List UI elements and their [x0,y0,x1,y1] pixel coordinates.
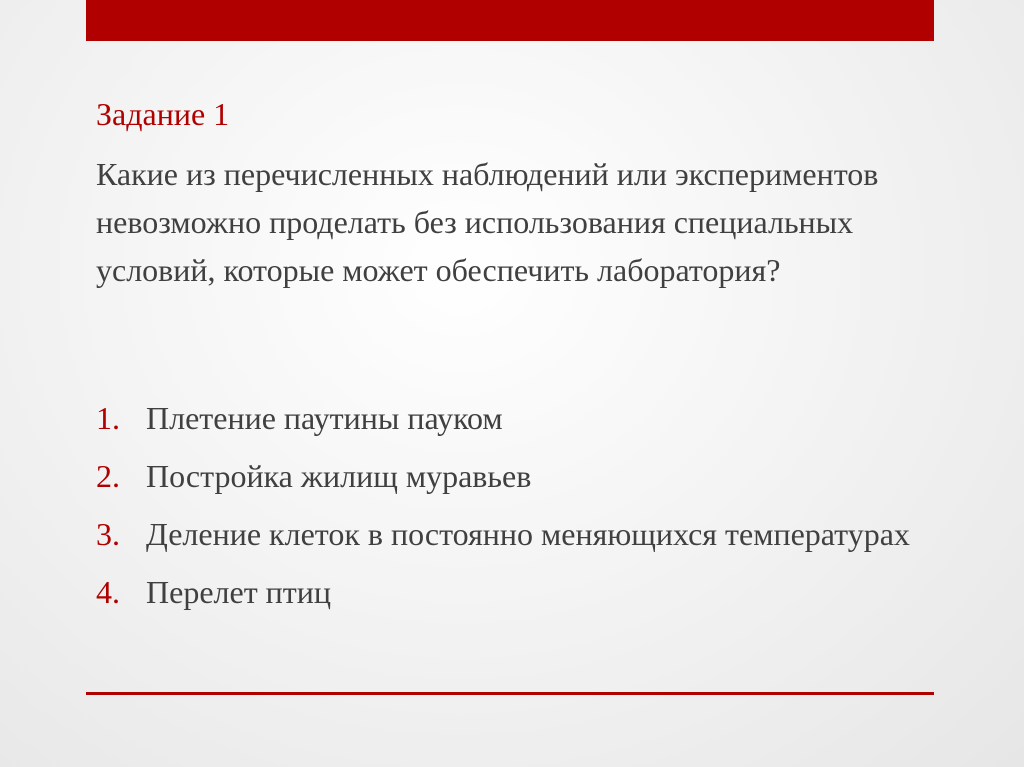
question-text: Какие из перечисленных наблюдений или экспериментов невозможно проделать без использования специальных условий, которые может обеспечить лаборатория? [96,156,879,288]
task-title: Задание 1 [96,96,230,132]
bottom-divider [86,692,934,695]
option-number: 2. [96,458,120,494]
list-item [96,571,926,613]
top-accent-bar [86,0,934,41]
options-list [96,397,926,629]
option-text: Постройка жилищ муравьев [146,458,532,494]
list-item [96,455,926,497]
list-item [96,513,926,555]
option-number: 1. [96,400,120,436]
option-text: Плетение паутины пауком [146,400,503,436]
option-number: 3. [96,516,120,552]
option-text: Перелет птиц [146,574,332,610]
option-text: Деление клеток в постоянно меняющихся температурах [146,516,910,552]
option-number: 4. [96,574,120,610]
list-item [96,397,926,439]
